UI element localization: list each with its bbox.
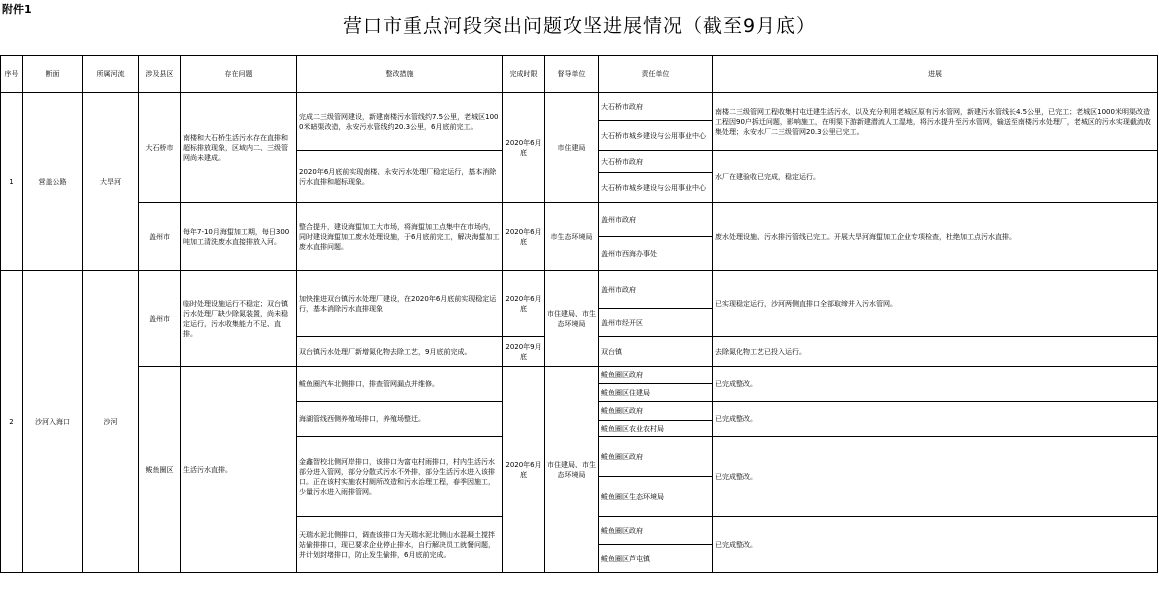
cell-measure: 2020年6月底前实现南楼、永安污水处理厂稳定运行，基本消除污水直排和超标现象。 (297, 151, 503, 203)
cell-measure: 完成二三级管网建设，新建南楼污水管线约7.5公里，老城区1000米暗渠改造，永安污水管线约20.3公里，6月底前完工。 (297, 93, 503, 151)
header-seq: 序号 (1, 56, 23, 93)
cell-responsible: 鲅鱼圈区政府 (599, 437, 713, 477)
page-title: 营口市重点河段突出问题攻坚进展情况（截至9月底） (342, 15, 817, 37)
header-measure: 整改措施 (297, 56, 503, 93)
cell-supervisor: 市住建局 (545, 93, 599, 203)
header-section: 断面 (23, 56, 83, 93)
cell-deadline: 2020年9月底 (503, 337, 545, 367)
table-row (1, 271, 1158, 309)
progress-table (0, 55, 1158, 573)
cell-progress: 已完成整改。 (713, 517, 1158, 573)
cell-responsible: 大石桥市政府 (599, 151, 713, 173)
cell-county: 鲅鱼圈区 (139, 367, 181, 573)
cell-responsible: 盖州市西海办事处 (599, 237, 713, 271)
cell-deadline: 2020年6月底 (503, 93, 545, 203)
cell-responsible: 鲅鱼圈区农业农村局 (599, 421, 713, 437)
cell-progress: 水厂在建验收已完成，稳定运行。 (713, 151, 1158, 203)
cell-progress: 南楼二三级管网工程收集村屯迁建生活污水，以及充分利用老城区原有污水管网，新建污水管线长4.5公里，已完工；老城区1000米明渠改造工程因90户拆迁问题，影响施工，在明渠下游新建潜流人工湿地，将污水提升至污水管网，输送至南楼污水处理厂，老城区的污水实现截流收集处理；永安水厂二三级管网20.3公里已完工。 (713, 93, 1158, 151)
cell-responsible: 盖州市经开区 (599, 309, 713, 337)
cell-responsible: 鲅鱼圈区政府 (599, 517, 713, 545)
cell-deadline: 2020年6月底 (503, 203, 545, 271)
cell-deadline: 2020年6月底 (503, 271, 545, 337)
cell-responsible: 鲅鱼圈区政府 (599, 402, 713, 421)
table-row (1, 203, 1158, 237)
header-river: 所属河流 (83, 56, 139, 93)
cell-seq: 2 (1, 271, 23, 573)
header-responsible: 责任单位 (599, 56, 713, 93)
cell-measure: 天瑞水泥北侧排口，调查该排口为天瑞水泥北侧山水混凝土搅拌站偷排排口，现已要求企业停止排水，自行解决员工就餐问题，并计划封堵排口，防止发生偷排，6月底前完成。 (297, 517, 503, 573)
cell-supervisor: 市住建局、市生态环境局 (545, 271, 599, 367)
header-supervisor: 督导单位 (545, 56, 599, 93)
cell-responsible: 鲅鱼圈区政府 (599, 367, 713, 384)
cell-responsible: 鲅鱼圈区芦屯镇 (599, 545, 713, 573)
cell-measure: 金鑫智校北侧河岸排口，该排口为富屯村雨排口，村内生活污水部分进入管网，部分分散式污水不外排，部分生活污水进入该排口。正在该村实施农村厕所改造和污水治理工程，春季因施工，少量污水进入雨排管网。 (297, 437, 503, 517)
table-row (1, 367, 1158, 384)
cell-measure: 海湖管线西侧养殖场排口，养殖场整迁。 (297, 402, 503, 437)
header-deadline: 完成时限 (503, 56, 545, 93)
cell-responsible: 鲅鱼圈区生态环境局 (599, 477, 713, 517)
cell-responsible: 鲅鱼圈区住建局 (599, 384, 713, 402)
cell-responsible: 盖州市政府 (599, 271, 713, 309)
table-header-row (1, 56, 1158, 93)
cell-supervisor: 市生态环境局 (545, 203, 599, 271)
cell-responsible: 大石桥市政府 (599, 93, 713, 121)
cell-supervisor: 市住建局、市生态环境局 (545, 367, 599, 573)
cell-progress: 去除氮化物工艺已投入运行。 (713, 337, 1158, 367)
table-row (1, 93, 1158, 121)
cell-problem: 南楼和大石桥生活污水存在直排和超标排放现象，区域内二、三级管网尚未建成。 (181, 93, 297, 203)
cell-county: 盖州市 (139, 271, 181, 367)
cell-county: 大石桥市 (139, 93, 181, 203)
cell-measure: 整合提升，建设海蜇加工大市场，将海蜇加工点集中在市场内，同时建设海蜇加工废水处理设施，于6月底前完工，解决海蜇加工废水直排问题。 (297, 203, 503, 271)
cell-section: 营盖公路 (23, 93, 83, 271)
cell-responsible: 大石桥市城乡建设与公用事业中心 (599, 173, 713, 203)
cell-river: 沙河 (83, 271, 139, 573)
cell-progress: 废水处理设施、污水排污管线已完工。开展大旱河海蜇加工企业专项检查，杜绝加工点污水直排。 (713, 203, 1158, 271)
cell-problem: 每年7-10月海蜇加工期，每日300吨加工清洗废水直接排放入河。 (181, 203, 297, 271)
header-progress: 进展 (713, 56, 1158, 93)
cell-deadline: 2020年6月底 (503, 367, 545, 573)
cell-responsible: 双台镇 (599, 337, 713, 367)
cell-problem: 生活污水直排。 (181, 367, 297, 573)
cell-section: 沙河入海口 (23, 271, 83, 573)
cell-measure: 双台镇污水处理厂新增氮化物去除工艺，9月底前完成。 (297, 337, 503, 367)
cell-measure: 加快推进双台镇污水处理厂建设，在2020年6月底前实现稳定运行，基本消除污水直排现象 (297, 271, 503, 337)
attachment-label: 附件1 (2, 3, 32, 16)
cell-responsible: 盖州市政府 (599, 203, 713, 237)
cell-river: 大旱河 (83, 93, 139, 271)
cell-progress: 已实现稳定运行，沙河两侧直排口全部取缔并入污水管网。 (713, 271, 1158, 337)
cell-county: 盖州市 (139, 203, 181, 271)
cell-problem: 临时处理设施运行不稳定；双台镇污水处理厂缺少除氮装置，尚未稳定运行，污水收集能力不足、直排。 (181, 271, 297, 367)
cell-progress: 已完成整改。 (713, 402, 1158, 437)
header-problem: 存在问题 (181, 56, 297, 93)
cell-responsible: 大石桥市城乡建设与公用事业中心 (599, 121, 713, 151)
header-county: 涉及县区 (139, 56, 181, 93)
cell-progress: 已完成整改。 (713, 437, 1158, 517)
cell-seq: 1 (1, 93, 23, 271)
cell-measure: 鲅鱼圈汽车北侧排口，排查管网漏点并维修。 (297, 367, 503, 402)
cell-progress: 已完成整改。 (713, 367, 1158, 402)
